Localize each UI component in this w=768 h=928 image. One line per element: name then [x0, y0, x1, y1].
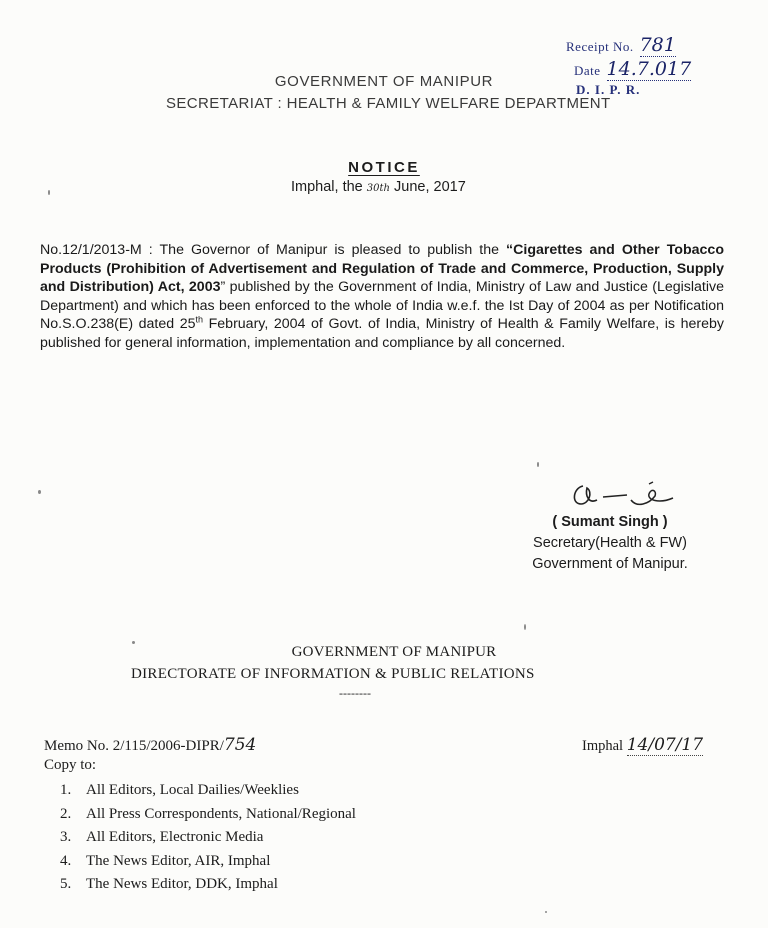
list-item-text: All Editors, Local Dailies/Weeklies	[86, 782, 299, 798]
list-item	[60, 850, 356, 874]
act-title: “Cigarettes and Other Tobacco Products (Prohibition of Advertisement and Regulation of Trade and Commerce, Production, Supply and Distribution) Act, 2003	[40, 242, 724, 296]
scan-speck	[524, 624, 526, 630]
notice-dateline	[291, 179, 466, 195]
list-item	[60, 873, 356, 897]
body-intro: No.12/1/2013-M : The Governor of Manipur is pleased to publish the	[40, 242, 499, 258]
list-item	[60, 826, 356, 850]
copy-to-label: Copy to:	[44, 757, 97, 773]
body-end: February, 2004 of Govt. of India, Ministry of Health & Family Welfare, is hereby published for general information, implementation and compliance by all concerned.	[40, 316, 724, 351]
signatory-block	[520, 512, 700, 575]
directorate-header-line1: GOVERNMENT OF MANIPUR	[291, 644, 497, 660]
list-item-text: All Editors, Electronic Media	[86, 829, 264, 845]
body-superscript: th	[195, 314, 204, 325]
signatory-office: Government of Manipur.	[532, 556, 688, 572]
signatory-name: ( Sumant Singh )	[552, 514, 668, 530]
memo-line	[44, 735, 256, 755]
receipt-no-value: 781	[639, 34, 676, 56]
list-item	[60, 779, 356, 803]
scan-speck	[132, 641, 135, 644]
directorate-header-line2: DIRECTORATE OF INFORMATION & PUBLIC RELATIONS	[131, 666, 535, 682]
list-item-text: All Press Correspondents, National/Regional	[86, 805, 356, 822]
list-item-number: 4.	[60, 852, 72, 869]
list-item-number: 3.	[60, 829, 72, 845]
body-middle: ” published by the Government of India, Ministry of Law and Justice (Legislative Department) and which has been enforced to the whole of India w.e.f. the Ist Day of 2004 as per Notification No.S.O.238(E) dated 25	[40, 279, 724, 333]
scan-speck	[38, 490, 41, 494]
notice-date-handwritten: 30th	[366, 183, 390, 194]
notice-date-prefix: Imphal, the	[291, 179, 363, 195]
list-item	[60, 803, 356, 827]
receipt-office: D. I. P. R.	[576, 82, 641, 97]
memo-date-handwritten: 14/07/17	[626, 735, 704, 755]
memo-label: Memo No. 2/115/2006-DIPR/	[44, 738, 224, 754]
department-header-line2: SECRETARIAT : HEALTH & FAMILY WELFARE DEPARTMENT	[166, 95, 611, 112]
list-item-text: The News Editor, DDK, Imphal	[86, 876, 278, 892]
memo-number-handwritten: 754	[223, 735, 257, 755]
list-item-number: 5.	[60, 876, 72, 892]
notice-title: NOTICE	[348, 159, 420, 176]
receipt-date-value: 14.7.017	[606, 58, 692, 80]
list-item-number: 1.	[60, 782, 72, 798]
notice-body	[40, 241, 724, 353]
list-item-number: 2.	[60, 805, 72, 822]
scan-speck	[48, 190, 50, 195]
department-header-line1: GOVERNMENT OF MANIPUR	[274, 73, 494, 90]
scan-speck	[537, 462, 539, 467]
receipt-date-label: Date	[574, 63, 601, 78]
memo-place-date	[582, 735, 703, 755]
directorate-separator: --------	[339, 686, 371, 700]
receipt-no-label: Receipt No.	[566, 39, 634, 54]
signature-image	[569, 478, 679, 512]
signatory-designation: Secretary(Health & FW)	[533, 535, 687, 551]
recipient-list	[60, 779, 356, 897]
list-item-text: The News Editor, AIR, Imphal	[86, 852, 271, 869]
scan-speck	[545, 911, 547, 913]
notice-date-suffix: June, 2017	[394, 179, 466, 195]
memo-place: Imphal	[582, 738, 624, 754]
